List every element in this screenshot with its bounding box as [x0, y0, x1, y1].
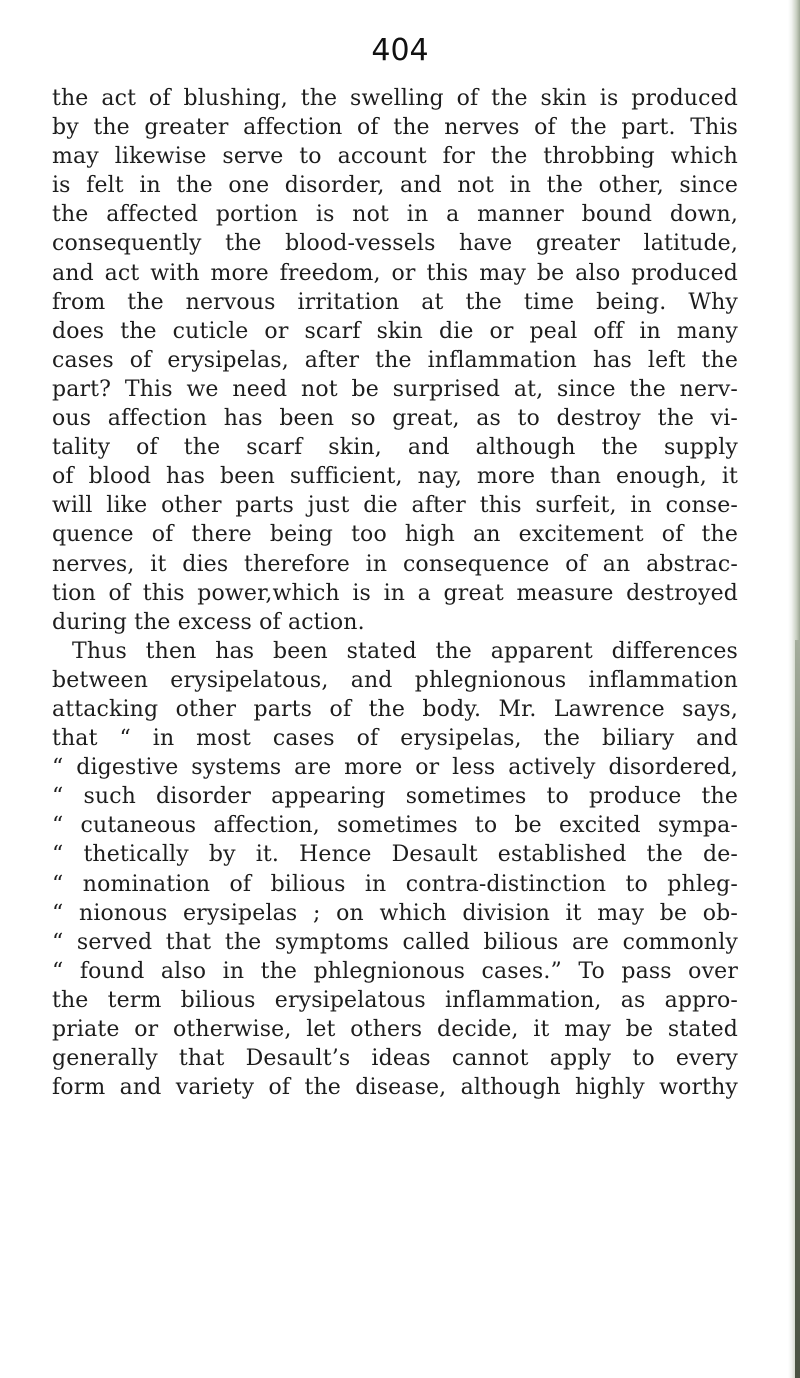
text-line: generally that Desault’s ideas cannot apply to every [52, 1046, 738, 1072]
text-line: the affected portion is not in a manner bound down, [52, 202, 738, 228]
text-line: the act of blushing, the swelling of the skin is produced [52, 86, 738, 111]
text-line: between erysipelatous, and phlegnionous inflammation [52, 667, 738, 693]
text-line: priate or otherwise, let others decide, it may be stated [52, 1017, 738, 1042]
text-line: Thus then has been stated the apparent differences [72, 638, 738, 664]
text-line: form and variety of the disease, although highly worthy [52, 1075, 738, 1101]
text-line: cases of erysipelas, after the inflammation has left the [52, 347, 738, 373]
text-line: the term bilious erysipelatous inflammation, as appro- [52, 987, 738, 1013]
text-line: “ digestive systems are more or less actively disordered, [52, 755, 738, 781]
text-line: “ nomination of bilious in contra-distinction to phleg- [52, 871, 738, 897]
text-line: part? This we need not be surprised at, since the nerv- [52, 376, 738, 402]
text-line: that “ in most cases of erysipelas, the biliary and [52, 726, 738, 752]
text-line: by the greater affection of the nerves of the part. This [52, 115, 738, 141]
text-line: “ found also in the phlegnionous cases.” To pass over [52, 958, 738, 984]
page-number: 404 [371, 33, 429, 68]
text-line: attacking other parts of the body. Mr. Lawrence says, [52, 696, 738, 722]
page-edge-binding [795, 640, 800, 1378]
text-line: does the cuticle or scarf skin die or peal off in many [52, 318, 738, 344]
text-line: “ nionous erysipelas ; on which division it may be ob- [52, 900, 738, 926]
text-line: tion of this power,which is in a great measure destroyed [52, 580, 738, 606]
text-line: of blood has been sufficient, nay, more than enough, it [52, 464, 738, 490]
text-line: from the nervous irritation at the time being. Why [52, 289, 738, 315]
text-line: tality of the scarf skin, and although the supply [52, 435, 738, 461]
text-line: ous affection has been so great, as to destroy the vi- [52, 406, 738, 432]
text-line: “ such disorder appearing sometimes to produce the [52, 784, 738, 810]
text-line: “ thetically by it. Hence Desault established the de- [52, 842, 738, 868]
text-line: during the excess of action. [52, 609, 365, 635]
text-line: may likewise serve to account for the throbbing which [52, 144, 738, 170]
text-line: quence of there being too high an excitement of the [52, 522, 738, 548]
text-line: “ cutaneous affection, sometimes to be excited sympa- [52, 813, 738, 839]
text-line: nerves, it dies therefore in consequence of an abstrac- [52, 551, 738, 577]
text-line: “ served that the symptoms called bilious are commonly [52, 929, 738, 955]
body-text [52, 84, 738, 1102]
text-line: is felt in the one disorder, and not in the other, since [52, 173, 738, 199]
text-line: consequently the blood-vessels have greater latitude, [52, 231, 738, 257]
text-line: will like other parts just die after this surfeit, in conse- [52, 493, 738, 519]
text-line: and act with more freedom, or this may be also produced [52, 260, 738, 286]
